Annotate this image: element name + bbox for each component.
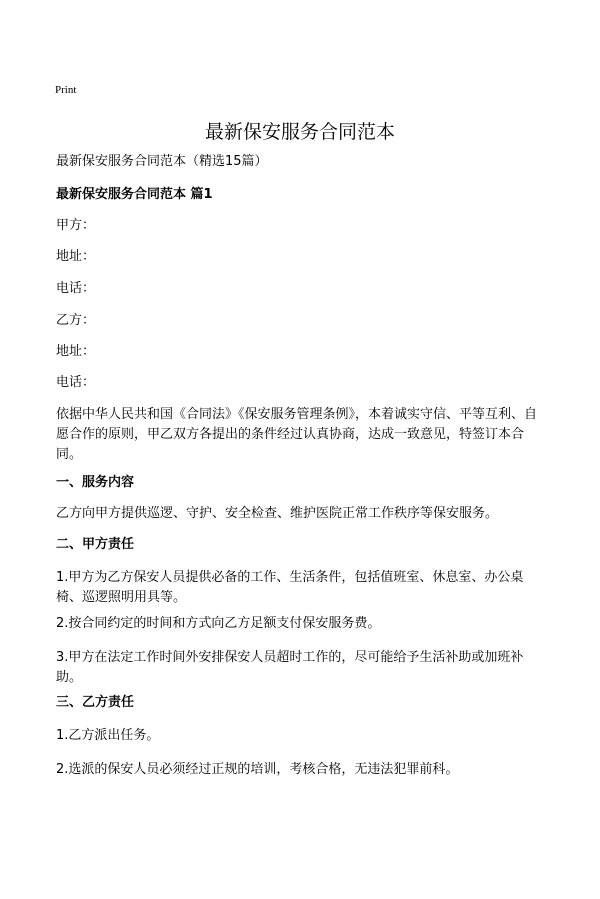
intro-paragraph: 依据中华人民共和国《合同法》《保安服务管理条例》，本着诚实守信、平等互利、自愿合作的原则，甲乙双方各提出的条件经过认真协商，达成一致意见，特签订本合同。 [56,407,538,462]
document-title: 最新保安服务合同范本 [204,121,395,143]
section-2-heading: 二、甲方责任 [56,537,135,552]
section-3-item-2: 2.选派的保安人员必须经过正规的培训，考核合格，无违法犯罪前科。 [56,762,459,777]
party-b-phone-field: 电话： [56,375,96,390]
section-1-paragraph: 乙方向甲方提供巡逻、守护、安全检查、维护医院正常工作秩序等保安服务。 [56,506,499,521]
party-b-address-field: 地址： [56,344,96,359]
section-2-item-2: 2.按合同约定的时间和方式向乙方足额支付保安服务费。 [56,616,381,631]
print-label: Print [55,84,77,96]
party-a-address-field: 地址： [56,249,96,264]
document-subtitle: 最新保安服务合同范本（精选15篇） [56,154,268,169]
section-2-item-1: 1.甲方为乙方保安人员提供必备的工作、生活条件，包括值班室、休息室、办公桌椅、巡逻照明用具等。 [56,570,524,605]
party-b-field: 乙方： [56,313,96,328]
party-a-field: 甲方： [56,218,96,233]
section-3-heading: 三、乙方责任 [56,695,135,710]
section-1-heading: 一、服务内容 [56,475,135,490]
article-heading: 最新保安服务合同范本 篇1 [56,187,213,202]
party-a-phone-field: 电话： [56,281,96,296]
section-3-item-1: 1.乙方派出任务。 [56,728,160,743]
section-2-item-3: 3.甲方在法定工作时间外安排保安人员超时工作的，尽可能给予生活补助或加班补助。 [56,650,524,685]
